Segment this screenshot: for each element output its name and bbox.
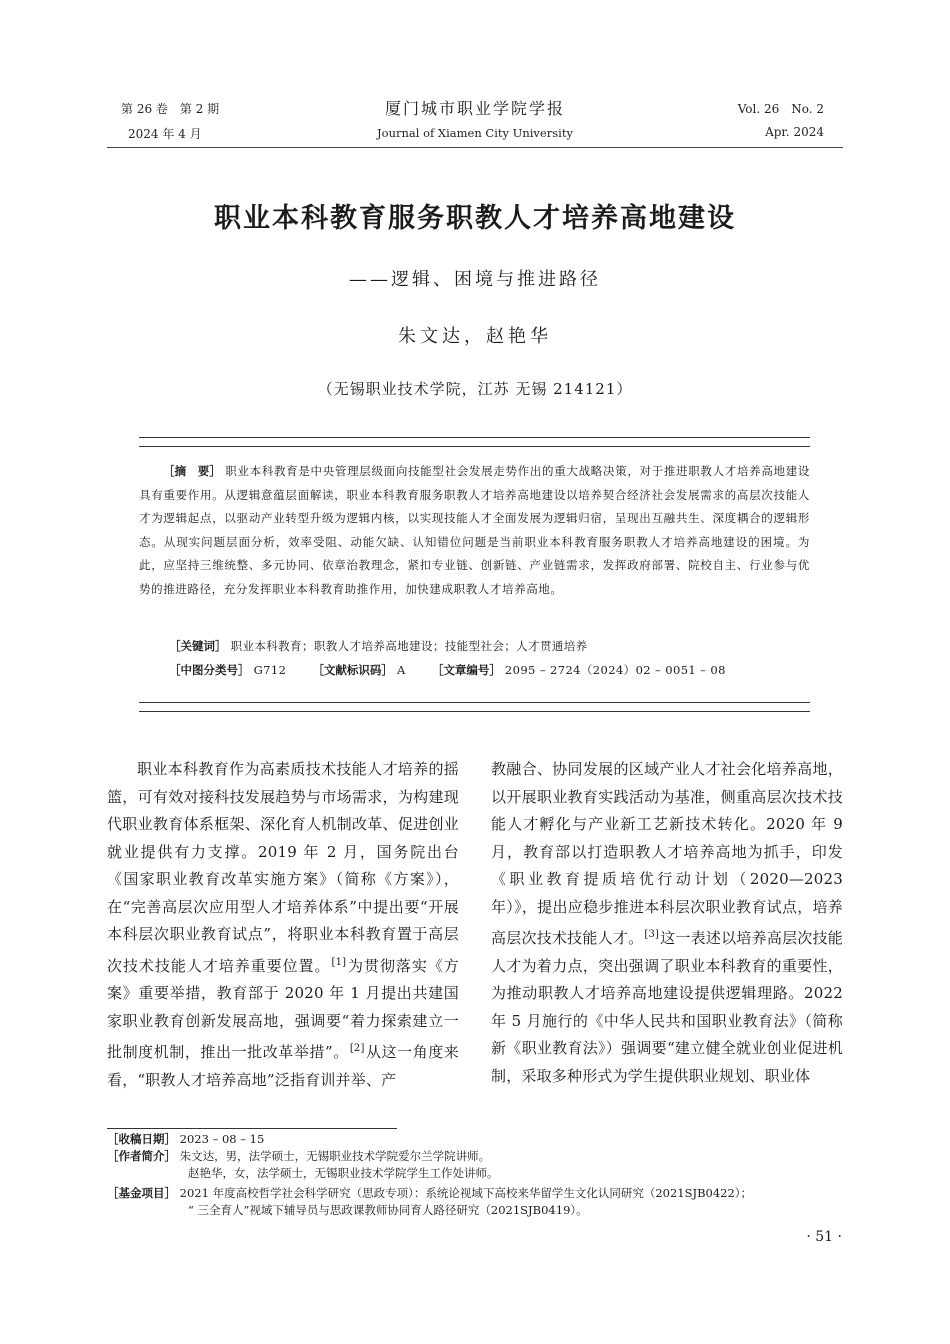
clc-value: G712 [253, 663, 287, 677]
citation-ref: [3] [644, 929, 660, 940]
citation-ref: [1] [331, 956, 347, 968]
page-number: · 51 · [806, 1229, 842, 1245]
doc-code-value: A [397, 663, 406, 677]
footnote-fund [107, 1185, 752, 1201]
article-no-label: ［文章编号］ [431, 663, 501, 677]
body-text: 从这一角度来看，“职教人才培养高地”泛指育训并举、产 [107, 1043, 460, 1089]
abstract-text: 职业本科教育是中央管理层级面向技能型社会发展走势作出的重大战略决策，对于推进职教人才培养高地建设具有重要作用。从逻辑意蕴层面解读，职业本科教育服务职教人才培养高地建设以培养契合经济社会发展需求的高层次技能人才为逻辑起点，以驱动产业转型升级为逻辑内核，以实现技能人才全面发展为逻辑归宿，呈现出互融共生、深度耦合的逻辑形态。从现实问题层面分析，效率受阻、动能欠缺、认知错位问题是当前职业本科教育服务职教人才培养高地建设的困境。为此，应坚持三维统整、多元协同、依章治教理念，紧扣专业链、创新链、产业链需求，发挥政府部署、院校自主、行业参与优势的推进路径，充分发挥职业本科教育助推作用，加快建成职教人才培养高地。 [139, 464, 810, 596]
abstract-label: ［摘 要］ [163, 464, 221, 478]
body-text: 教融合、协同发展的区域产业人才社会化培养高地，以开展职业教育实践活动为基准，侧重高层次技术技能人才孵化与产业新工艺新技术转化。2020 年 9 月，教育部以打造职教人才培养高地为抓手，印发《职业教育提质培优行动计划（2020—2023 年）》，提出应稳步推进本科层次职业教育试点，培养高层次技术技能人才。 [491, 760, 843, 947]
abstract-top-rule-1 [139, 437, 810, 438]
body-text: 职业本科教育作为高素质技术技能人才培养的摇篮，可有效对接科技发展趋势与市场需求，为构建现代职业教育体系框架、深化育人机制改革、促进创业就业提供有力支撑。2019 年 2 月，国务院出台《国家职业教育改革实施方案》（简称《方案》），在“完善高层次应用型人才培养体系”中提出要“开展本科层次职业教育试点”，将职业本科教育置于高层次技术技能人才培养重要位置。 [107, 760, 459, 975]
article-no-value: 2095 – 2724（2024）02 – 0051 – 08 [504, 663, 726, 677]
volume-issue: 第 26 卷 第 2 期 [121, 102, 220, 116]
footnote-author [107, 1148, 490, 1164]
header-rule [107, 147, 843, 148]
body-paragraph [491, 756, 843, 1090]
article-subtitle: ——逻辑、困境与推进路径 [349, 269, 601, 290]
body-paragraph [107, 756, 459, 1094]
author-bio-1: 朱文达，男，法学硕士，无锡职业技术学院爱尔兰学院讲师。 [179, 1149, 491, 1163]
abstract-top-rule-2 [139, 446, 810, 447]
date-en: Apr. 2024 [765, 125, 824, 139]
body-text: 这一表述以培养高层次技能人才为着力点，突出强调了职业本科教育的重要性，为推动职教人才培养高地建设提供逻辑理路。2022 年 5 月施行的《中华人民共和国职业教育法》（简称新《职业教育法》）强调要“建立健全就业创业促进机制，采取多种形式为学生提供职业规划、职业体 [491, 929, 843, 1085]
fund-label: ［基金项目］ [107, 1186, 176, 1200]
author-bio-2: 赵艳华，女，法学硕士，无锡职业技术学院学生工作处讲师。 [188, 1166, 499, 1180]
affiliation: （无锡职业技术学院，江苏 无锡 214121） [317, 380, 633, 398]
keywords-label: ［关键词］ [169, 639, 227, 653]
journal-title-en: Journal of Xiamen City University [377, 126, 573, 140]
body-left-column [107, 756, 459, 1094]
journal-title-cn: 厦门城市职业学院学报 [384, 99, 565, 118]
received-label: ［收稿日期］ [107, 1132, 176, 1146]
body-text: 为贯彻落实《方案》重要举措，教育部于 2020 年 1 月提出共建国家职业教育创新发展高地，强调要“着力探索建立一批制度机制，推出一批改革举措”。 [107, 956, 459, 1061]
fund-2: “ 三全育人”视域下辅导员与思政课教师协同育人路径研究（2021SJB0419）。 [188, 1203, 588, 1217]
body-right-column [491, 756, 843, 1090]
fund-1: 2021 年度高校哲学社会科学研究（思政专项）：系统论视域下高校来华留学生文化认同研究（2021SJB0422）； [179, 1186, 753, 1200]
keywords: 职业本科教育；职教人才培养高地建设；技能型社会；人才贯通培养 [230, 639, 588, 653]
citation-ref: [2] [349, 1043, 365, 1054]
received-date: 2023 – 08 – 15 [179, 1132, 265, 1146]
publish-date: 2024 年 4 月 [128, 127, 202, 141]
author-label: ［作者简介］ [107, 1149, 176, 1163]
footnote-rule [107, 1128, 397, 1129]
doc-code-label: ［文献标识码］ [312, 663, 393, 677]
authors: 朱文达，赵艳华 [398, 326, 552, 347]
classification-line [169, 662, 726, 678]
keywords-line [169, 638, 588, 654]
footnote-received [107, 1131, 264, 1147]
abstract-bottom-rule-1 [139, 702, 810, 703]
vol-no-en: Vol. 26 No. 2 [737, 102, 824, 116]
abstract [139, 460, 810, 601]
abstract-bottom-rule-2 [139, 711, 810, 712]
clc-label: ［中图分类号］ [169, 663, 250, 677]
article-title: 职业本科教育服务职教人才培养高地建设 [214, 203, 736, 234]
